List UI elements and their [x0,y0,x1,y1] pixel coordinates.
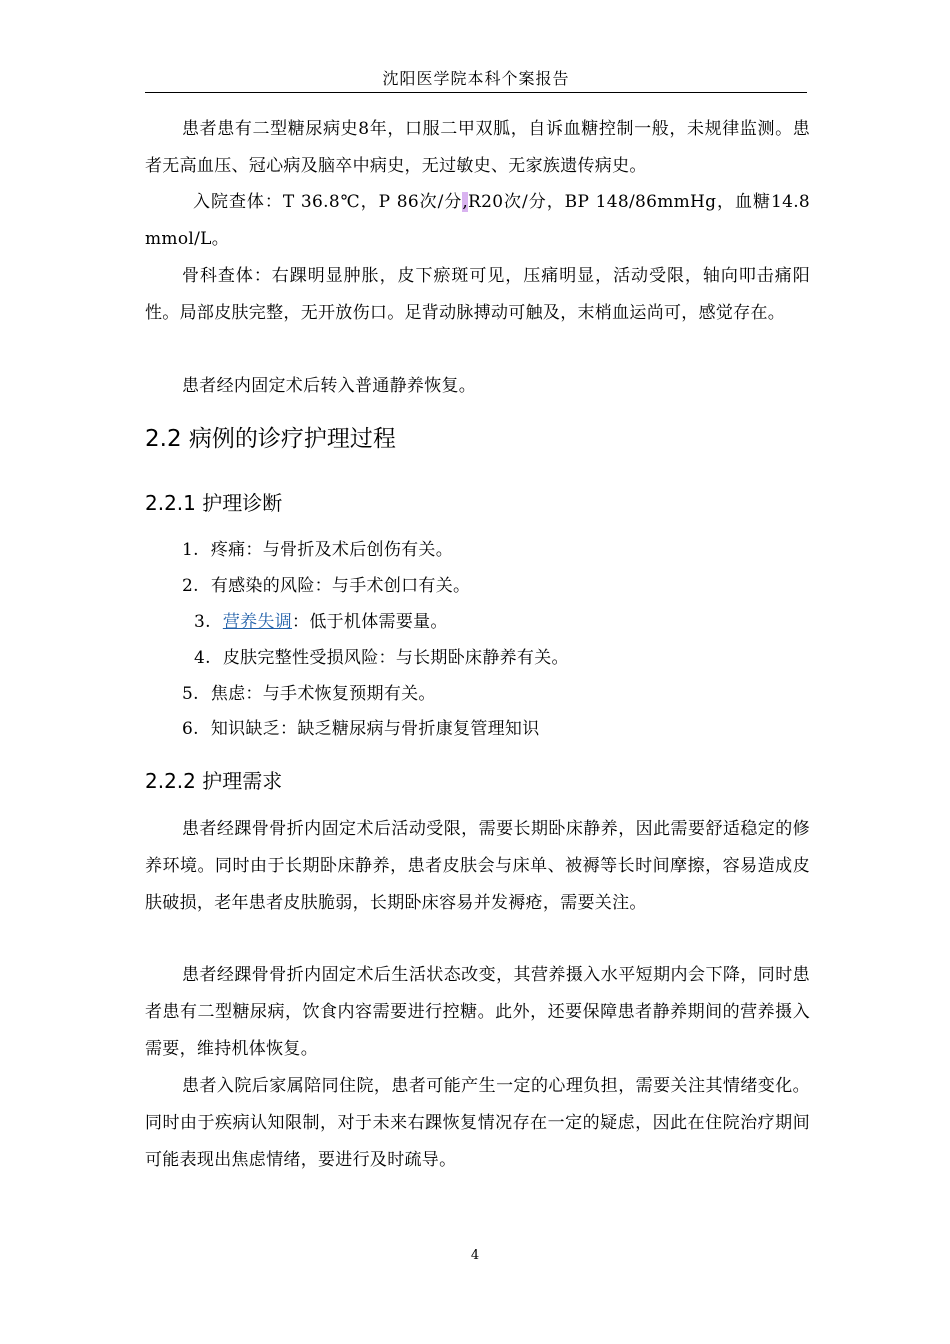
text-highlight: , [462,192,469,212]
needs-paragraph-2: 患者经踝骨骨折内固定术后生活状态改变，其营养摄入水平短期内会下降，同时患者患有二型糖尿病，饮食内容需要进行控糖。此外，还要保障患者静养期间的营养摄入需要，维持机体恢复。 [145,965,810,1059]
list-item: 4. 皮肤完整性受损风险：与长期卧床静养有关。 [194,648,569,668]
vitals-text-a: 入院查体：T 36.8℃，P 86次/分 [193,192,463,212]
section-2-2-title: 2.2 病例的诊疗护理过程 [145,426,396,452]
list-item: 3. 营养失调：低于机体需要量。 [194,612,448,632]
needs-paragraph-1: 患者经踝骨骨折内固定术后活动受限，需要长期卧床静养，因此需要舒适稳定的修养环境。同时由于长期卧床静养，患者皮肤会与床单、被褥等长时间摩擦，容易造成皮肤破损，老年患者皮肤脆弱，长期卧床容易并发褥疮，需要关注。 [145,819,810,913]
history-paragraph: 患者患有二型糖尿病史8年，口服二甲双胍，自诉血糖控制一般，未规律监测。患者无高血压、冠心病及脑卒中病史，无过敏史、无家族遗传病史。 [145,119,810,176]
ortho-exam-paragraph: 骨科查体：右踝明显肿胀，皮下瘀斑可见，压痛明显，活动受限，轴向叩击痛阳性。局部皮肤完整，无开放伤口。足背动脉搏动可触及，末梢血运尚可，感觉存在。 [145,266,810,323]
page-number: 4 [470,1248,480,1263]
vitals-text-b: R20次/分，BP 148/86mmHg，血糖14.8 mmol/L。 [145,192,811,249]
nutrition-link[interactable]: 营养失调 [222,612,293,632]
page-header: 沈阳医学院本科个案报告 [145,66,807,93]
list-item: 5. 焦虑：与手术恢复预期有关。 [182,684,436,704]
list-item: 6. 知识缺乏：缺乏糖尿病与骨折康复管理知识 [182,719,540,739]
section-2-2-2-title: 2.2.2 护理需求 [145,769,283,793]
vitals-paragraph [145,184,810,258]
needs-paragraph-3: 患者入院后家属陪同住院，患者可能产生一定的心理负担，需要关注其情绪变化。同时由于疾病认知限制，对于未来右踝恢复情况存在一定的疑虑，因此在住院治疗期间可能表现出焦虑情绪，要进行及时疏导。 [145,1076,810,1170]
postop-paragraph: 患者经内固定术后转入普通静养恢复。 [182,376,477,396]
list-item: 1. 疼痛：与骨折及术后创伤有关。 [182,540,454,560]
list-item: 2. 有感染的风险：与手术创口有关。 [182,576,471,596]
section-2-2-1-title: 2.2.1 护理诊断 [145,491,283,515]
